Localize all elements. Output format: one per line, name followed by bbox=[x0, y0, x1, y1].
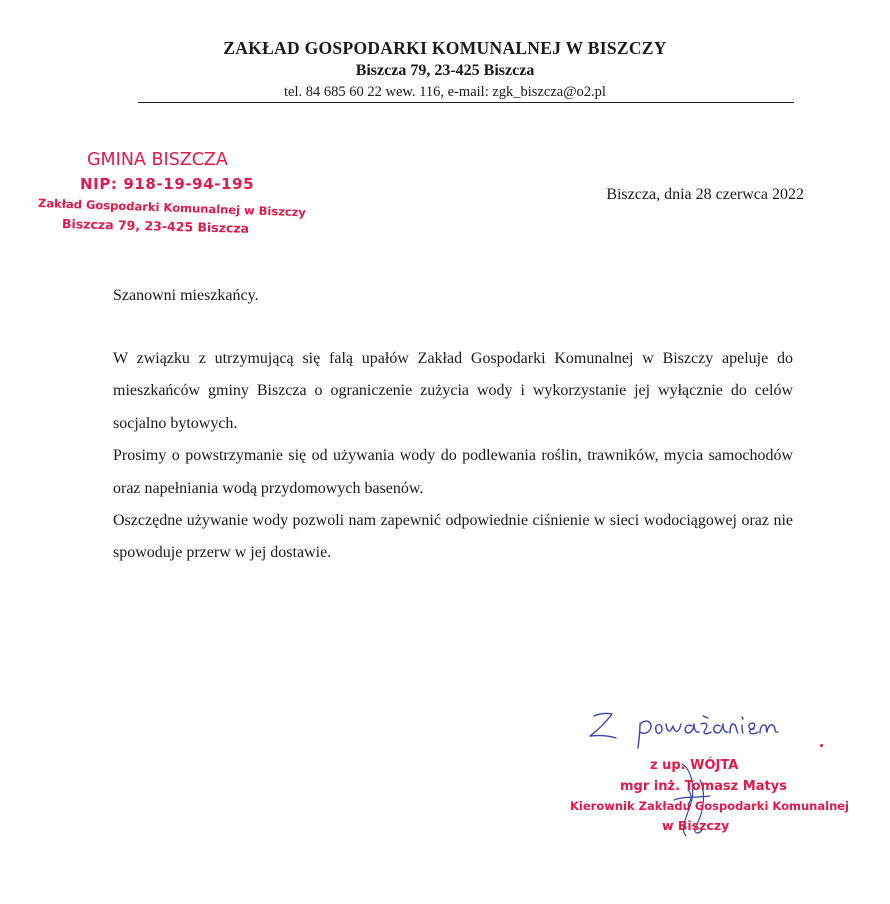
signature-line-position: Kierownik Zakładu Gospodarki Komunalnej bbox=[570, 799, 849, 813]
signature-line-name: mgr inż. Tomasz Matys bbox=[620, 779, 787, 794]
letter-body bbox=[113, 343, 793, 570]
letterhead-organization: ZAKŁAD GOSPODARKI KOMUNALNEJ W BISZCZY bbox=[223, 38, 667, 58]
signature-line-location: w Biszczy bbox=[662, 818, 730, 833]
date-line: Biszcza, dnia 28 czerwca 2022 bbox=[606, 186, 804, 203]
letterhead-address: Biszcza 79, 23-425 Biszcza bbox=[355, 62, 535, 79]
paragraph: W związku z utrzymującą się falą upałów Zakład Gospodarki Komunalnej w Biszczy apeluje do mieszkańców gminy Biszcza o ograniczenie zużycia wody i wykorzystanie jej wyłącznie do celów socjalno bytowych. bbox=[113, 350, 793, 432]
ink-dot bbox=[820, 744, 823, 747]
signature-block bbox=[570, 702, 850, 842]
institution-stamp bbox=[30, 150, 307, 240]
paragraph: Prosimy o powstrzymanie się od używania wody do podlewania roślin, trawników, mycia samochodów oraz napełniania wodą przydomowych basenów. bbox=[113, 447, 793, 497]
stamp-line-gmina: GMINA BISZCZA bbox=[87, 150, 228, 170]
paragraph: Oszczędne używanie wody pozwoli nam zapewnić odpowiednie ciśnienie w sieci wodociągowej oraz nie spowoduje przerw w jej dostawie. bbox=[113, 512, 793, 562]
stamp-line-nip: NIP: 918-19-94-195 bbox=[80, 175, 255, 193]
letterhead-contact: tel. 84 685 60 22 wew. 116, e-mail: zgk_biszcza@o2.pl bbox=[284, 84, 606, 100]
signature-line-authority: z up. WÓJTA bbox=[650, 758, 739, 773]
handwritten-closing bbox=[570, 702, 810, 762]
letterhead-divider bbox=[138, 102, 794, 103]
stamp-line-address: Biszcza 79, 23-425 Biszcza bbox=[61, 216, 250, 236]
stamp-line-zaklad: Zakład Gospodarki Komunalnej w Biszczy bbox=[37, 196, 307, 220]
greeting: Szanowni mieszkańcy. bbox=[113, 287, 259, 304]
